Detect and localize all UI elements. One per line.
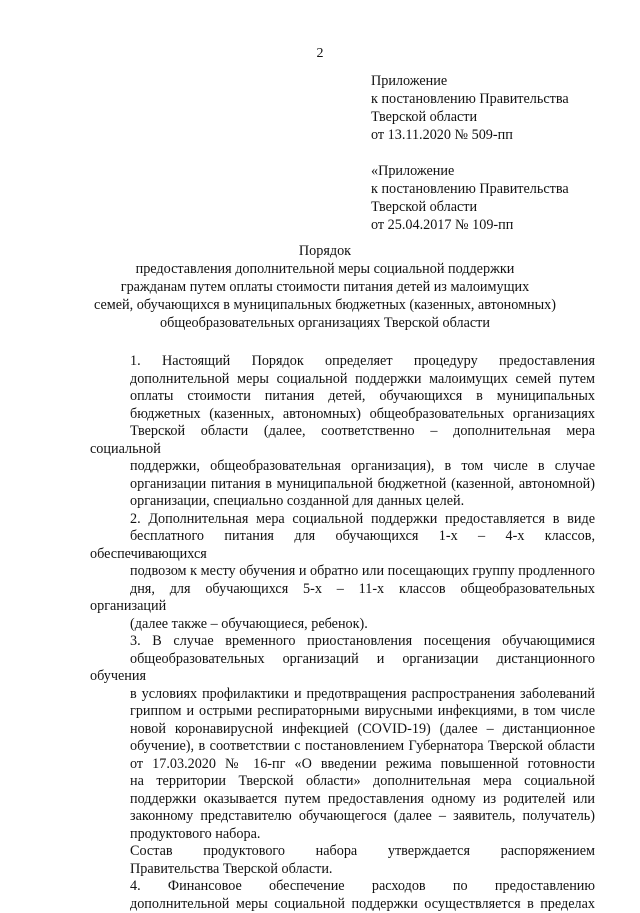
text-line: поддержки, общеобразовательная организация), в том числе в случае	[90, 458, 595, 476]
text-line: от 17.03.2020 № 16-пг «О введении режима повышенной готовности	[90, 756, 595, 774]
appendix-line: Тверской области	[371, 108, 621, 126]
text-line: (далее также – обучающиеся, ребенок).	[90, 616, 595, 634]
text-line: 2. Дополнительная мера социальной поддержки предоставляется в виде	[90, 511, 595, 529]
text-line: 4. Финансовое обеспечение расходов по предоставлению	[90, 878, 595, 896]
text-line: Тверской области (далее, соответственно – дополнительная мера социальной	[90, 423, 595, 458]
title-line: гражданам путем оплаты стоимости питания детей из малоимущих	[90, 278, 560, 296]
text-line: законному представителю обучающегося (далее – заявитель, получатель)	[90, 808, 595, 826]
text-line: Правительства Тверской области.	[90, 861, 595, 879]
paragraph-2	[90, 511, 595, 634]
paragraph-1	[90, 353, 595, 511]
text-line: подвозом к месту обучения и обратно или посещающих группу продленного	[90, 563, 595, 581]
document-body	[90, 353, 595, 913]
text-line: Состав продуктового набора утверждается распоряжением	[90, 843, 595, 861]
appendix-line: к постановлению Правительства	[371, 90, 621, 108]
text-line: организации, специально созданной для данных целей.	[90, 493, 595, 511]
text-line: дня, для обучающихся 5-х – 11-х классов общеобразовательных организаций	[90, 581, 595, 616]
text-line: бесплатного питания для обучающихся 1-х – 4-х классов, обеспечивающихся	[90, 528, 595, 563]
appendix-line: к постановлению Правительства	[371, 180, 621, 198]
text-line: на территории Тверской области» дополнительная мера социальной	[90, 773, 595, 791]
title-line: общеобразовательных организациях Тверской области	[90, 314, 560, 332]
text-line: общеобразовательных организаций и организации дистанционного обучения	[90, 651, 595, 686]
document-title	[90, 242, 560, 332]
page-number: 2	[0, 46, 640, 62]
appendix-line: «Приложение	[371, 162, 621, 180]
title-line: Порядок	[90, 242, 560, 260]
text-line: обучение), в соответствии с постановлением Губернатора Тверской области	[90, 738, 595, 756]
title-line: семей, обучающихся в муниципальных бюджетных (казенных, автономных)	[90, 296, 560, 314]
text-line: 1. Настоящий Порядок определяет процедуру предоставления	[90, 353, 595, 371]
text-line: продуктового набора.	[90, 826, 595, 844]
appendix-line: Приложение	[371, 72, 621, 90]
text-line: поддержки оказывается путем предоставления одному из родителей или	[90, 791, 595, 809]
text-line: в условиях профилактики и предотвращения распространения заболеваний	[90, 686, 595, 704]
text-line: оплаты стоимости питания детей, обучающихся в муниципальных	[90, 388, 595, 406]
paragraph-3-addendum	[90, 843, 595, 878]
paragraph-4	[90, 878, 595, 913]
text-line: организации питания в муниципальной бюджетной (казенной, автономной)	[90, 476, 595, 494]
appendix-line: Тверской области	[371, 198, 621, 216]
text-line: 3. В случае временного приостановления посещения обучающимися	[90, 633, 595, 651]
appendix-line: от 13.11.2020 № 509-пп	[371, 126, 621, 144]
title-line: предоставления дополнительной меры социальной поддержки	[90, 260, 560, 278]
text-line: гриппом и острыми респираторными вирусными инфекциями, в том числе	[90, 703, 595, 721]
appendix-line: от 25.04.2017 № 109-пп	[371, 216, 621, 234]
paragraph-3	[90, 633, 595, 843]
text-line: дополнительной меры социальной поддержки осуществляется в пределах	[90, 896, 595, 913]
appendix-header-current	[371, 72, 621, 144]
text-line: дополнительной меры социальной поддержки малоимущих семей путем	[90, 371, 595, 389]
text-line: новой коронавирусной инфекцией (COVID-19) (далее – дистанционное	[90, 721, 595, 739]
text-line: бюджетных (казенных, автономных) общеобразовательных организациях	[90, 406, 595, 424]
appendix-header-previous	[371, 162, 621, 234]
